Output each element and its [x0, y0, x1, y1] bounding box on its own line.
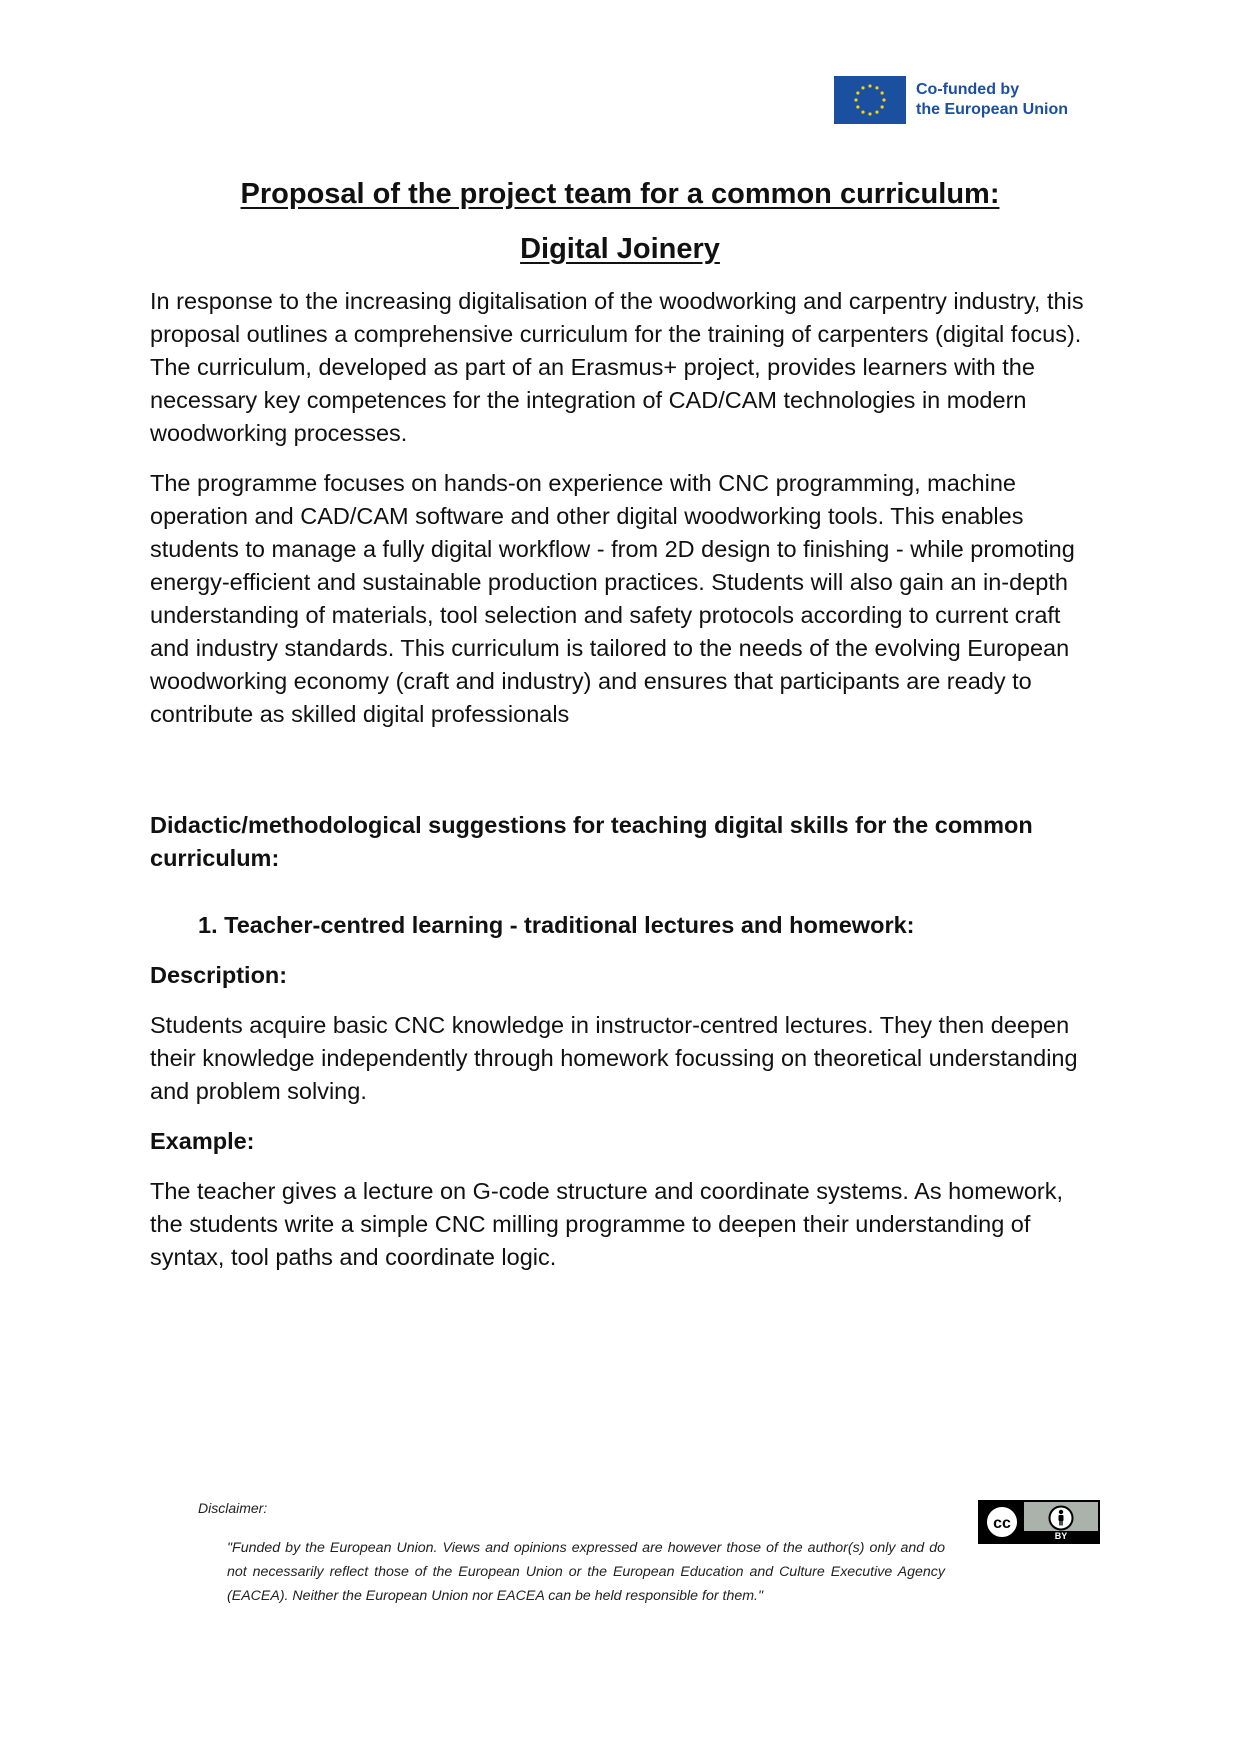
- eu-star-icon: [875, 111, 878, 114]
- eu-logo-line2: the European Union: [916, 101, 1068, 118]
- by-section: [1024, 1502, 1098, 1542]
- eu-star-icon: [875, 86, 878, 89]
- eu-cofunded-logo: [834, 76, 1068, 124]
- eu-star-icon: [861, 86, 864, 89]
- document-subtitle: Digital Joinery: [520, 233, 720, 265]
- eu-flag-icon: [834, 76, 906, 124]
- eu-star-icon: [868, 84, 871, 87]
- by-label: BY: [1024, 1531, 1098, 1542]
- cc-text: cc: [993, 1515, 1011, 1532]
- description-label: Description:: [150, 962, 288, 988]
- intro-paragraph-1: In response to the increasing digitalisation of the woodworking and carpentry industry, this proposal outlines a comprehensive curriculum for the training of carpenters (digital focus). The curriculum, developed as part of an Erasmus+ project, provides learners with the necessary key competences for the integration of CAD/CAM technologies in modern woodworking processes.: [150, 288, 1084, 446]
- document-title: Proposal of the project team for a common curriculum:: [240, 178, 1000, 210]
- eu-logo-line1: Co-funded by: [916, 81, 1020, 98]
- attribution-person-icon: [1048, 1505, 1074, 1531]
- eu-star-icon: [854, 98, 857, 101]
- example-text: The teacher gives a lecture on G-code structure and coordinate systems. As homework, the students write a simple CNC milling programme to deepen their understanding of syntax, tool paths and coordinate logic.: [150, 1178, 1064, 1270]
- intro-paragraph-2: The programme focuses on hands-on experience with CNC programming, machine operation and CAD/CAM software and other digital woodworking tools. This enables students to manage a fully digital workflow - from 2D design to finishing - while promoting energy-efficient and sustainable production practices. Students will also gain an in-depth understanding of materials, tool selection and safety protocols according to current craft and industry standards. This curriculum is tailored to the needs of the evolving European woodworking economy (craft and industry) and ensures that participants are ready to contribute as skilled digital professionals: [150, 470, 1075, 727]
- eu-star-icon: [881, 105, 884, 108]
- cc-by-license-badge: [978, 1500, 1100, 1544]
- disclaimer-text: "Funded by the European Union. Views and opinions expressed are however those of the author(s) only and do not necessarily reflect those of the European Union or the European Education and Culture Executive Agency (EACEA). Neither the European Union nor EACEA can be held responsible for them.": [227, 1540, 945, 1604]
- cc-icon: [980, 1502, 1024, 1542]
- eu-star-icon: [868, 112, 871, 115]
- eu-star-icon: [881, 91, 884, 94]
- description-text: Students acquire basic CNC knowledge in instructor-centred lectures. They then deepen their knowledge independently through homework focussing on theoretical understanding and problem solving.: [150, 1012, 1078, 1104]
- document-body: [150, 285, 1100, 1291]
- disclaimer-label: Disclaimer:: [198, 1500, 268, 1516]
- eu-star-icon: [856, 91, 859, 94]
- item-1-heading: 1. Teacher-centred learning - traditional lectures and homework:: [198, 912, 915, 938]
- eu-star-icon: [856, 105, 859, 108]
- didactic-heading: Didactic/methodological suggestions for teaching digital skills for the common curriculum:: [150, 812, 1033, 871]
- eu-logo-text: [916, 80, 1068, 120]
- example-label: Example:: [150, 1128, 255, 1154]
- eu-star-icon: [882, 98, 885, 101]
- eu-star-icon: [861, 111, 864, 114]
